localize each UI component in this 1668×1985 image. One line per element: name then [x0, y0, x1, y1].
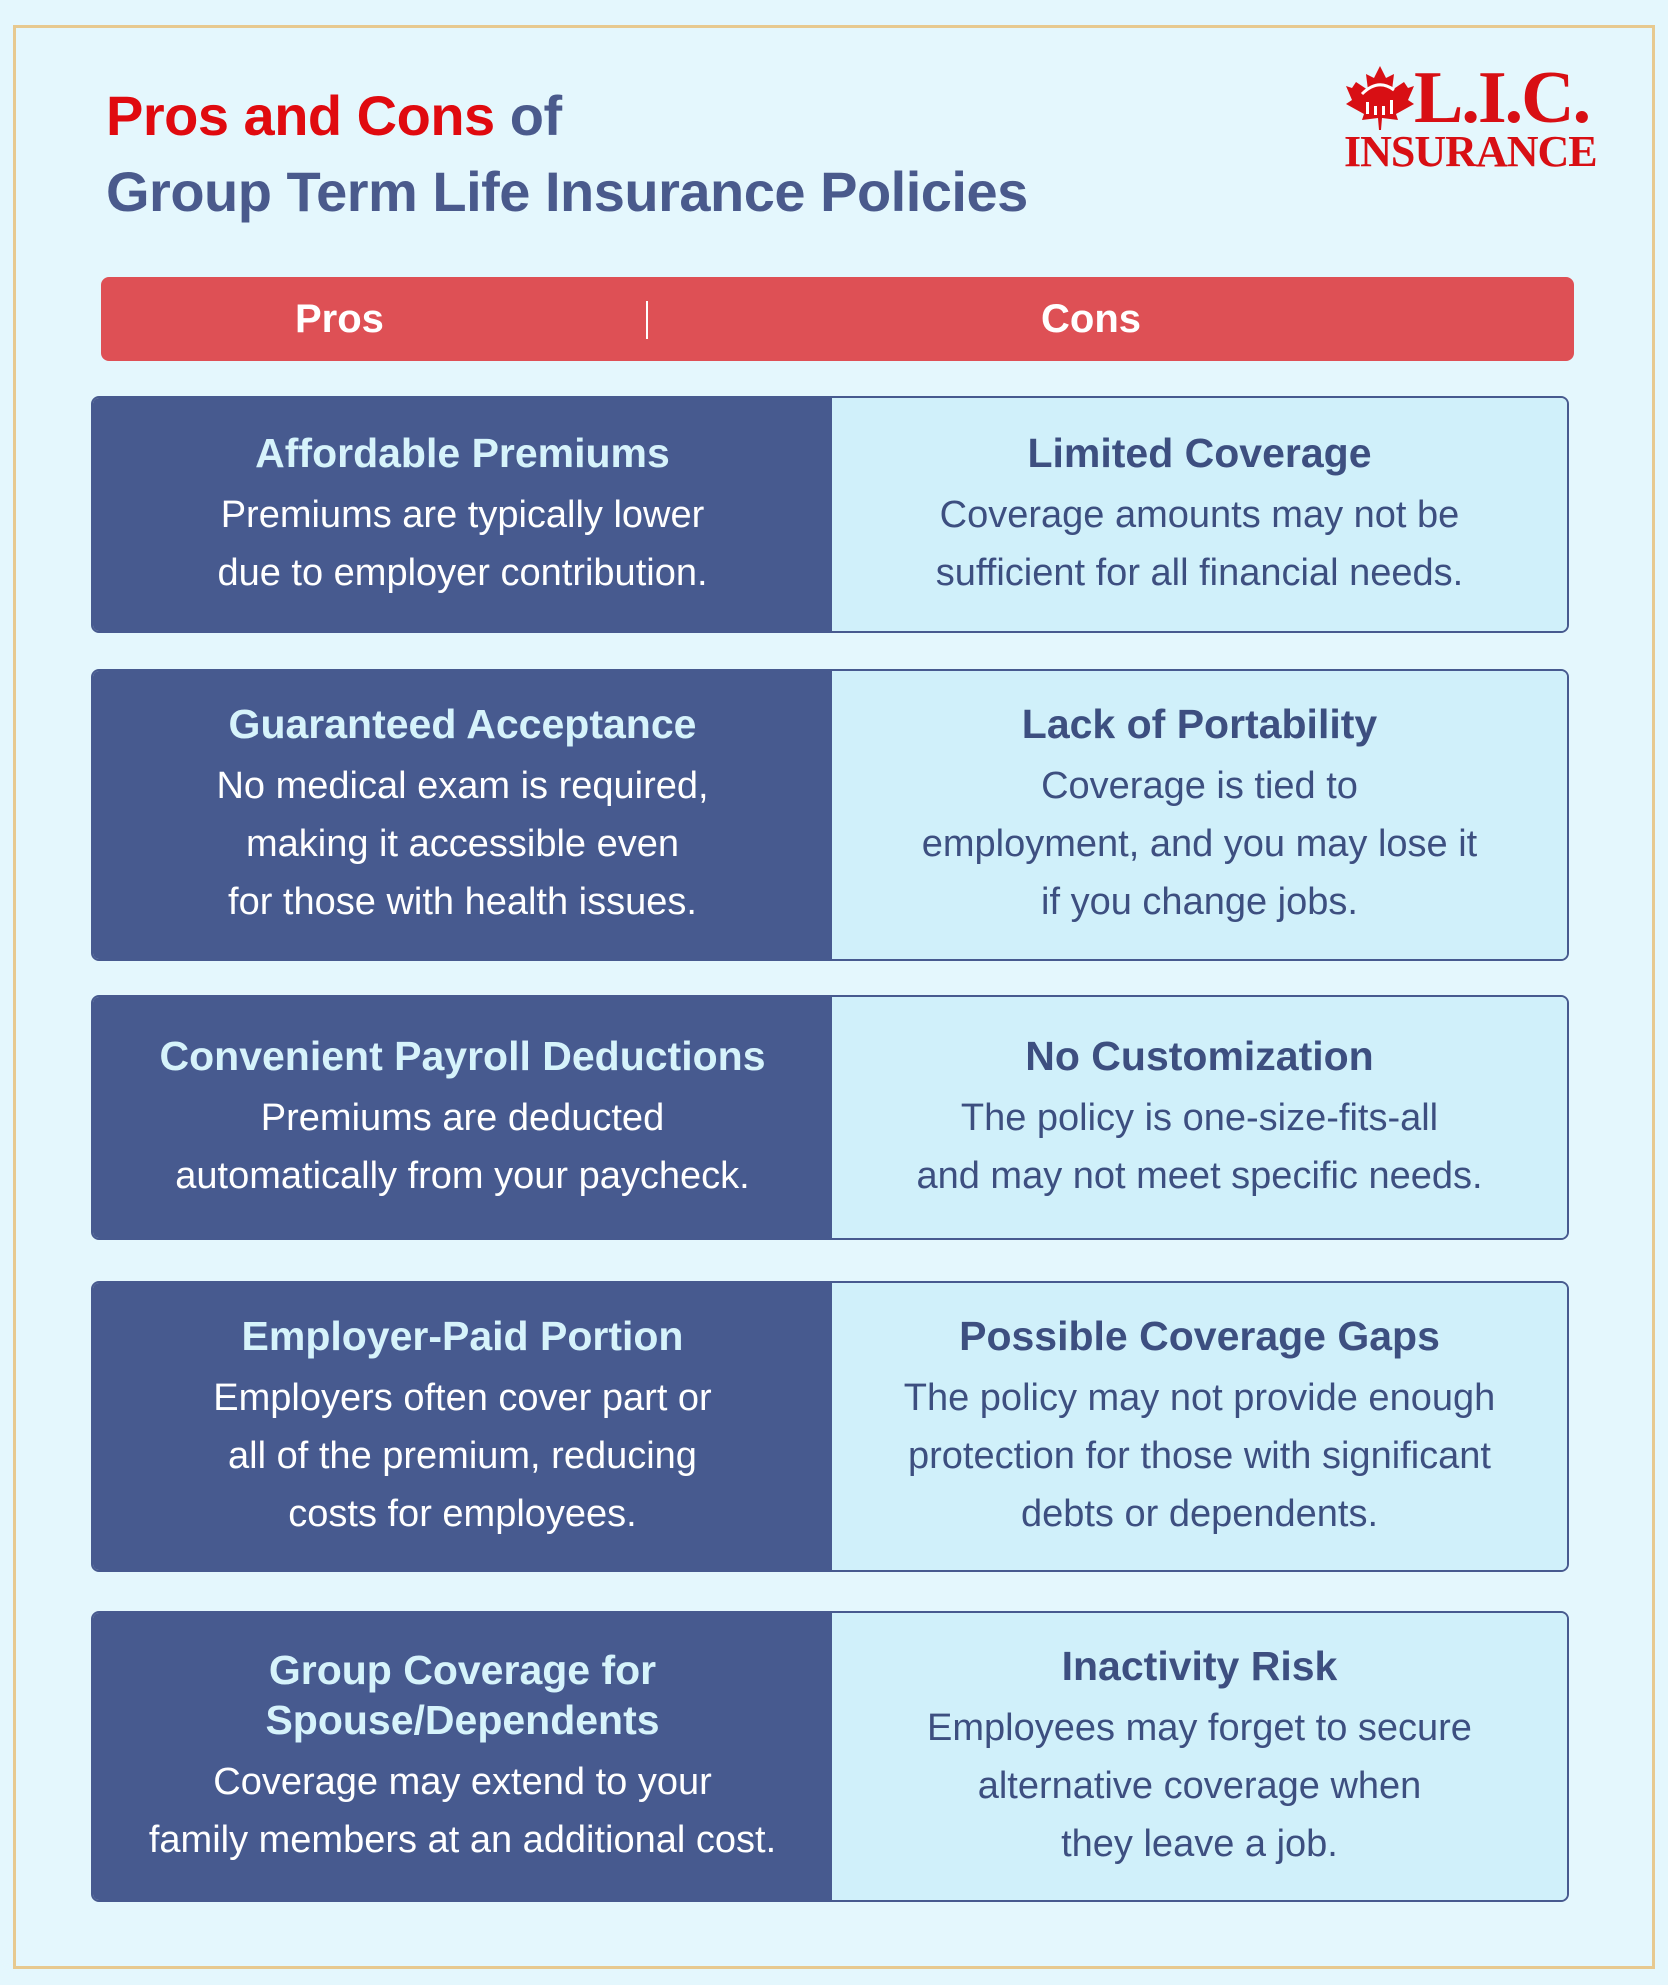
- pro-text: Premiums are deducted automatically from your paycheck.: [175, 1096, 750, 1197]
- pro-title: Guaranteed Acceptance: [228, 701, 697, 747]
- pro-title: Group Coverage for Spouse/Dependents: [265, 1646, 660, 1743]
- pro-text: Employers often cover part or all of the premium, reducing costs for employees.: [213, 1376, 712, 1535]
- pro-cell: [93, 1613, 832, 1900]
- pro-cell: [93, 671, 832, 959]
- title-of: of: [494, 84, 562, 147]
- header-pros: Pros: [295, 297, 384, 341]
- pro-cell: [93, 997, 832, 1238]
- pro-text: Premiums are typically lower due to employer contribution.: [217, 493, 708, 594]
- con-text: Employees may forget to secure alternative coverage when they leave a job.: [927, 1706, 1472, 1865]
- header-divider: [646, 301, 648, 339]
- logo-insurance-text: INSURANCE: [1344, 127, 1597, 176]
- con-text: Coverage is tied to employment, and you may lose it if you change jobs.: [921, 765, 1478, 923]
- pro-cell: [93, 1283, 832, 1570]
- con-cell: [832, 997, 1567, 1238]
- title-line2: Group Term Life Insurance Policies: [106, 160, 1028, 223]
- pro-text: No medical exam is required, making it accessible even for those with health issues.: [216, 765, 709, 923]
- table-row: [91, 396, 1569, 633]
- table-row: [91, 1611, 1569, 1902]
- pro-title: Employer-Paid Portion: [241, 1312, 684, 1359]
- con-cell: [832, 671, 1567, 959]
- header-cons: Cons: [1041, 297, 1141, 341]
- pro-title: Convenient Payroll Deductions: [159, 1032, 766, 1079]
- page-title: [106, 78, 1028, 230]
- table-row: [91, 669, 1569, 961]
- con-text: The policy is one-size-fits-all and may not meet specific needs.: [916, 1096, 1483, 1197]
- table-row: [91, 995, 1569, 1240]
- con-title: Limited Coverage: [1027, 429, 1372, 476]
- maple-leaf-family-icon: [1344, 64, 1416, 130]
- con-title: Possible Coverage Gaps: [959, 1312, 1440, 1359]
- pro-title: Affordable Premiums: [255, 429, 670, 476]
- table-row: [91, 1281, 1569, 1572]
- con-text: The policy may not provide enough protection for those with significant debts or dependents.: [903, 1376, 1496, 1535]
- con-title: Inactivity Risk: [1061, 1642, 1338, 1689]
- con-title: No Customization: [1025, 1032, 1374, 1079]
- con-text: Coverage amounts may not be sufficient for all financial needs.: [935, 493, 1464, 594]
- table-header: [101, 277, 1574, 361]
- con-title: Lack of Portability: [1021, 701, 1378, 747]
- logo-lic-text: L.I.C.: [1414, 57, 1590, 139]
- pro-cell: [93, 398, 832, 631]
- con-cell: [832, 398, 1567, 631]
- con-cell: [832, 1283, 1567, 1570]
- pro-text: Coverage may extend to your family members at an additional cost.: [148, 1760, 777, 1861]
- title-highlight: Pros and Cons: [106, 84, 495, 147]
- lic-insurance-logo: [1344, 57, 1614, 176]
- con-cell: [832, 1613, 1567, 1900]
